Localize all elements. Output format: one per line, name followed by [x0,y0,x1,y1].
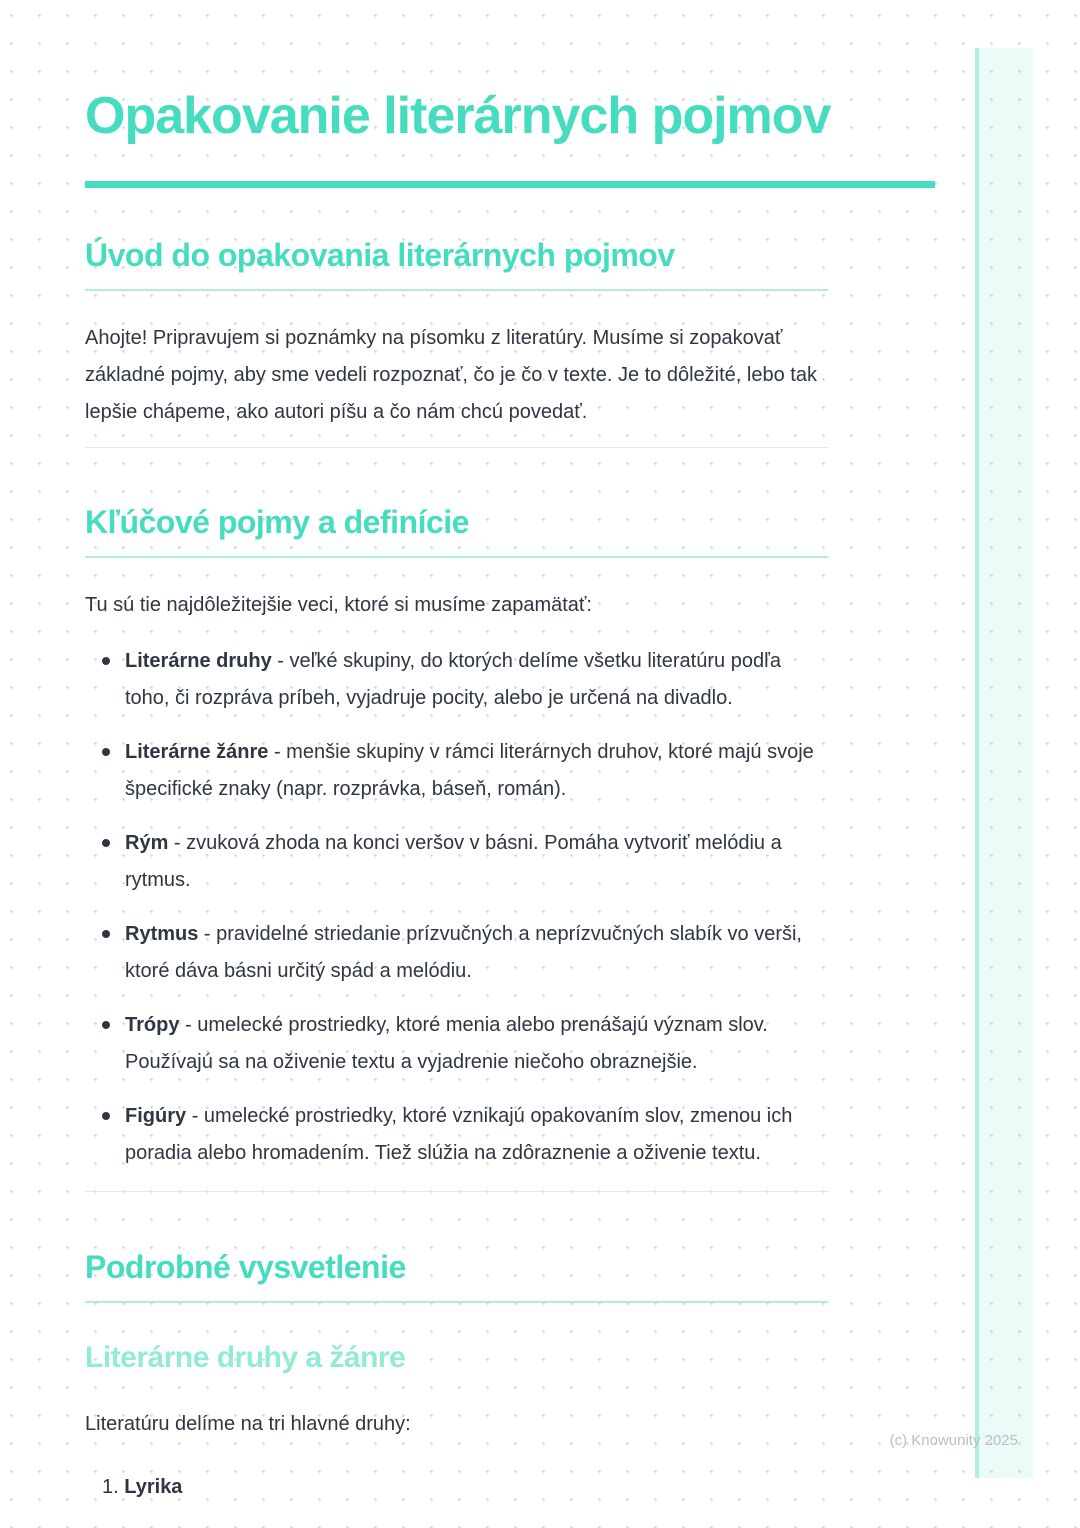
subsection-heading-druhy-zanre: Literárne druhy a žánre [85,1341,406,1374]
section-heading-detail: Podrobné vysvetlenie [85,1246,828,1303]
term-name: Rytmus [125,923,199,945]
title-rule [85,181,935,188]
term-name: Trópy [125,1014,180,1036]
intro-paragraph: Ahojte! Pripravujem si poznámky na písomku z literatúry. Musíme si zopakovať základné pojmy, aby sme vedeli rozpoznať, čo je čo v texte. Je to dôležité, lebo tak lepšie chápeme, ako autori píšu a čo nám chcú povedať. [85,327,817,423]
list-item [85,643,828,717]
list-item [85,916,828,990]
section-divider [85,1191,828,1192]
copyright-notice: (c) Knowunity 2025 [889,1432,1018,1449]
term-name: Rým [125,832,169,854]
term-definition: - zvuková zhoda na konci veršov v básni. Pomáha vytvoriť melódiu a rytmus. [125,832,782,891]
term-definition: - umelecké prostriedky, ktoré menia alebo prenášajú význam slov. Používajú sa na oživenie textu a vyjadrenie niečoho obraznejšie. [125,1014,768,1073]
term-definition: - pravidelné striedanie prízvučných a neprízvučných slabík vo verši, ktoré dáva básni určitý spád a melódiu. [125,923,802,982]
term-definition: - menšie skupiny v rámci literárnych druhov, ktoré majú svoje špecifické znaky (napr. rozprávka, báseň, román). [125,741,814,800]
side-accent-band [975,48,1033,1478]
list-item [85,1098,828,1172]
section-divider [85,447,828,448]
ordered-list-item [85,1469,935,1506]
term-name: Literárne žánre [125,741,269,763]
list-item-label: Lyrika [124,1476,183,1498]
term-name: Figúry [125,1105,187,1127]
list-item [85,734,828,808]
detail-intro: Literatúru delíme na tri hlavné druhy: [85,1413,411,1435]
list-item-number: 1. [102,1476,119,1498]
document-page [85,0,935,1506]
list-item [85,1007,828,1081]
term-name: Literárne druhy [125,650,272,672]
key-terms-list [85,643,828,1172]
term-definition: - umelecké prostriedky, ktoré vznikajú opakovaním slov, zmenou ich poradia alebo hromadením. Tiež slúžia na zdôraznenie a oživenie textu. [125,1105,793,1164]
section-heading-key-terms: Kľúčové pojmy a definície [85,501,828,558]
list-item [85,825,828,899]
key-terms-intro: Tu sú tie najdôležitejšie veci, ktoré si musíme zapamätať: [85,594,592,616]
page-title: Opakovanie literárnych pojmov [85,87,831,145]
term-definition: - veľké skupiny, do ktorých delíme všetku literatúru podľa toho, či rozpráva príbeh, vyjadruje pocity, alebo je určená na divadlo. [125,650,782,709]
section-heading-intro: Úvod do opakovania literárnych pojmov [85,234,828,291]
